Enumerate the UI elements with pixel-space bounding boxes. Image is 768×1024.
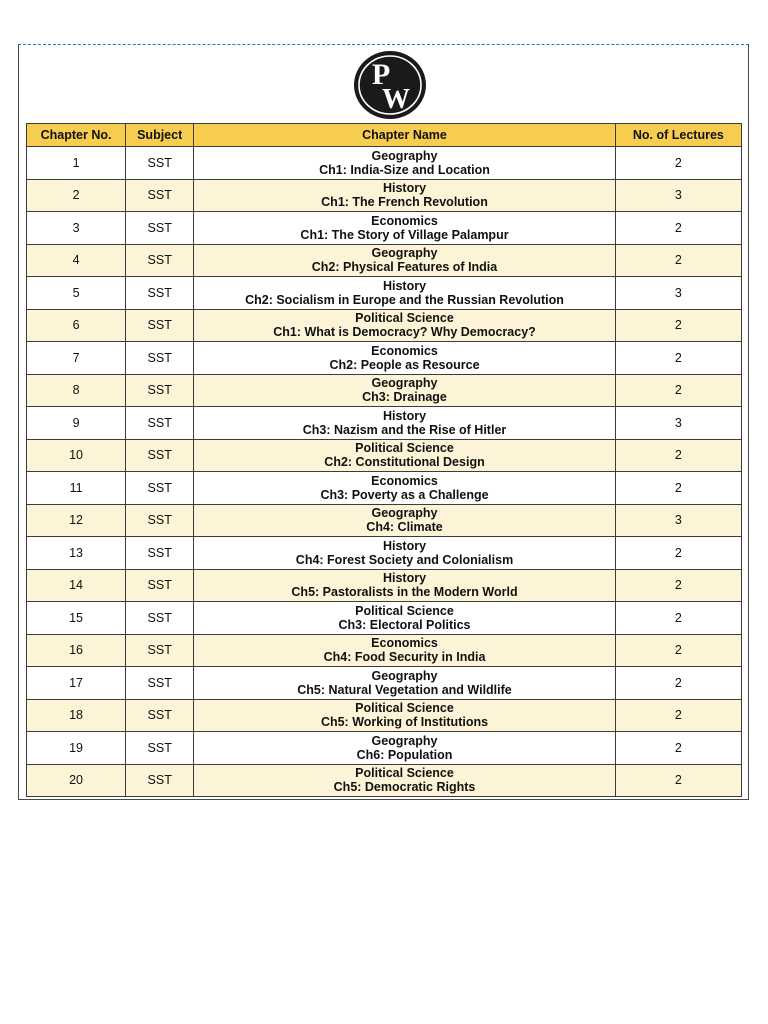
cell-subject: SST xyxy=(126,602,194,635)
cell-lectures: 2 xyxy=(615,309,741,342)
cell-subject: SST xyxy=(126,537,194,570)
subject-area: Geography xyxy=(371,733,438,748)
chapter-title: Ch4: Food Security in India xyxy=(323,650,486,665)
cell-chapter-no: 14 xyxy=(27,569,126,602)
subject-area: Political Science xyxy=(355,701,454,716)
cell-lectures: 2 xyxy=(615,212,741,245)
table-row xyxy=(27,504,742,537)
subject-area: Economics xyxy=(371,636,438,651)
chapter-title: Ch1: The Story of Village Palampur xyxy=(300,227,509,242)
cell-chapter-no: 6 xyxy=(27,309,126,342)
chapter-title: Ch6: Population xyxy=(356,747,453,762)
cell-chapter-name xyxy=(194,602,616,635)
cell-chapter-name xyxy=(194,504,616,537)
subject-area: Geography xyxy=(371,246,438,261)
cell-chapter-name xyxy=(194,277,616,310)
pw-logo xyxy=(353,50,427,120)
cell-subject: SST xyxy=(126,309,194,342)
cell-chapter-name xyxy=(194,147,616,180)
subject-area: History xyxy=(382,278,427,293)
subject-area: Political Science xyxy=(355,766,454,781)
cell-lectures: 3 xyxy=(615,179,741,212)
header-lectures: No. of Lectures xyxy=(615,124,741,147)
subject-area: Economics xyxy=(371,473,438,488)
cell-chapter-no: 20 xyxy=(27,764,126,797)
table-row xyxy=(27,439,742,472)
cell-chapter-no: 7 xyxy=(27,342,126,375)
cell-lectures: 3 xyxy=(615,504,741,537)
cell-chapter-no: 3 xyxy=(27,212,126,245)
chapter-title: Ch3: Nazism and the Rise of Hitler xyxy=(302,422,507,437)
table-row xyxy=(27,537,742,570)
table-row xyxy=(27,602,742,635)
cell-chapter-name xyxy=(194,569,616,602)
cell-chapter-no: 4 xyxy=(27,244,126,277)
cell-subject: SST xyxy=(126,634,194,667)
chapter-title: Ch3: Electoral Politics xyxy=(338,617,471,632)
table-row xyxy=(27,179,742,212)
cell-chapter-no: 18 xyxy=(27,699,126,732)
subject-area: Economics xyxy=(371,213,438,228)
cell-subject: SST xyxy=(126,342,194,375)
header-chapter-name: Chapter Name xyxy=(194,124,616,147)
chapter-title: Ch2: Constitutional Design xyxy=(324,455,485,470)
cell-subject: SST xyxy=(126,212,194,245)
chapter-title: Ch5: Natural Vegetation and Wildlife xyxy=(297,682,512,697)
cell-chapter-name xyxy=(194,212,616,245)
cell-chapter-no: 2 xyxy=(27,179,126,212)
cell-subject: SST xyxy=(126,374,194,407)
subject-area: Geography xyxy=(371,376,438,391)
chapter-title: Ch5: Democratic Rights xyxy=(333,780,476,795)
cell-chapter-name xyxy=(194,407,616,440)
cell-lectures: 2 xyxy=(615,699,741,732)
table-row xyxy=(27,342,742,375)
cell-lectures: 2 xyxy=(615,569,741,602)
cell-chapter-name xyxy=(194,732,616,765)
cell-lectures: 3 xyxy=(615,277,741,310)
chapter-title: Ch2: Socialism in Europe and the Russian Revolution xyxy=(245,292,564,307)
subject-area: History xyxy=(382,408,427,423)
subject-area: Geography xyxy=(371,506,438,521)
cell-subject: SST xyxy=(126,244,194,277)
cell-lectures: 2 xyxy=(615,472,741,505)
subject-area: Geography xyxy=(371,668,438,683)
chapter-title: Ch5: Working of Institutions xyxy=(320,715,489,730)
subject-area: History xyxy=(382,181,427,196)
cell-lectures: 2 xyxy=(615,634,741,667)
table-row xyxy=(27,472,742,505)
cell-lectures: 3 xyxy=(615,407,741,440)
subject-area: Political Science xyxy=(355,603,454,618)
table-header-row xyxy=(27,124,742,147)
cell-subject: SST xyxy=(126,472,194,505)
table-row xyxy=(27,374,742,407)
cell-chapter-name xyxy=(194,179,616,212)
subject-area: Political Science xyxy=(355,311,454,326)
subject-area: Geography xyxy=(371,148,438,163)
chapter-title: Ch1: India-Size and Location xyxy=(319,162,490,177)
cell-chapter-no: 5 xyxy=(27,277,126,310)
cell-chapter-no: 8 xyxy=(27,374,126,407)
cell-chapter-no: 10 xyxy=(27,439,126,472)
cell-subject: SST xyxy=(126,179,194,212)
header-subject: Subject xyxy=(126,124,194,147)
cell-chapter-no: 1 xyxy=(27,147,126,180)
subject-area: History xyxy=(382,538,427,553)
chapter-title: Ch1: What is Democracy? Why Democracy? xyxy=(273,325,536,340)
cell-chapter-no: 15 xyxy=(27,602,126,635)
cell-lectures: 2 xyxy=(615,244,741,277)
cell-chapter-name xyxy=(194,667,616,700)
cell-chapter-name xyxy=(194,634,616,667)
chapter-title: Ch3: Drainage xyxy=(362,390,447,405)
cell-lectures: 2 xyxy=(615,602,741,635)
cell-lectures: 2 xyxy=(615,374,741,407)
cell-subject: SST xyxy=(126,439,194,472)
table-row xyxy=(27,634,742,667)
subject-area: Economics xyxy=(371,343,438,358)
header-chapter-no: Chapter No. xyxy=(27,124,126,147)
cell-lectures: 2 xyxy=(615,439,741,472)
chapter-title: Ch2: Physical Features of India xyxy=(311,260,498,275)
cell-lectures: 2 xyxy=(615,342,741,375)
chapter-title: Ch4: Forest Society and Colonialism xyxy=(295,552,514,567)
cell-lectures: 2 xyxy=(615,764,741,797)
cell-lectures: 2 xyxy=(615,732,741,765)
cell-chapter-name xyxy=(194,439,616,472)
cell-subject: SST xyxy=(126,699,194,732)
cell-subject: SST xyxy=(126,407,194,440)
chapter-title: Ch4: Climate xyxy=(366,520,443,535)
cell-chapter-name xyxy=(194,764,616,797)
table-row xyxy=(27,147,742,180)
table-row xyxy=(27,309,742,342)
cell-chapter-no: 12 xyxy=(27,504,126,537)
table-row xyxy=(27,699,742,732)
cell-chapter-name xyxy=(194,699,616,732)
cell-chapter-name xyxy=(194,472,616,505)
cell-chapter-no: 13 xyxy=(27,537,126,570)
lecture-schedule-table xyxy=(26,123,742,797)
cell-subject: SST xyxy=(126,277,194,310)
chapter-title: Ch1: The French Revolution xyxy=(321,195,488,210)
table-row xyxy=(27,732,742,765)
chapter-title: Ch5: Pastoralists in the Modern World xyxy=(291,585,518,600)
cell-chapter-name xyxy=(194,537,616,570)
cell-lectures: 2 xyxy=(615,667,741,700)
cell-lectures: 2 xyxy=(615,537,741,570)
svg-text:P: P xyxy=(371,58,391,91)
pw-logo-icon xyxy=(353,50,427,120)
cell-chapter-no: 19 xyxy=(27,732,126,765)
table-row xyxy=(27,569,742,602)
cell-chapter-no: 16 xyxy=(27,634,126,667)
cell-chapter-no: 11 xyxy=(27,472,126,505)
cell-chapter-name xyxy=(194,342,616,375)
cell-chapter-no: 17 xyxy=(27,667,126,700)
chapter-title: Ch3: Poverty as a Challenge xyxy=(320,487,489,502)
cell-chapter-name xyxy=(194,374,616,407)
table-row xyxy=(27,277,742,310)
cell-subject: SST xyxy=(126,504,194,537)
cell-subject: SST xyxy=(126,147,194,180)
cell-chapter-name xyxy=(194,309,616,342)
table-row xyxy=(27,212,742,245)
table-row xyxy=(27,764,742,797)
cell-subject: SST xyxy=(126,569,194,602)
cell-lectures: 2 xyxy=(615,147,741,180)
chapter-title: Ch2: People as Resource xyxy=(329,357,480,372)
subject-area: Political Science xyxy=(355,441,454,456)
table-row xyxy=(27,667,742,700)
svg-text:W: W xyxy=(382,84,410,115)
table-row xyxy=(27,407,742,440)
table-row xyxy=(27,244,742,277)
cell-subject: SST xyxy=(126,667,194,700)
cell-subject: SST xyxy=(126,764,194,797)
cell-subject: SST xyxy=(126,732,194,765)
cell-chapter-no: 9 xyxy=(27,407,126,440)
subject-area: History xyxy=(382,571,427,586)
cell-chapter-name xyxy=(194,244,616,277)
